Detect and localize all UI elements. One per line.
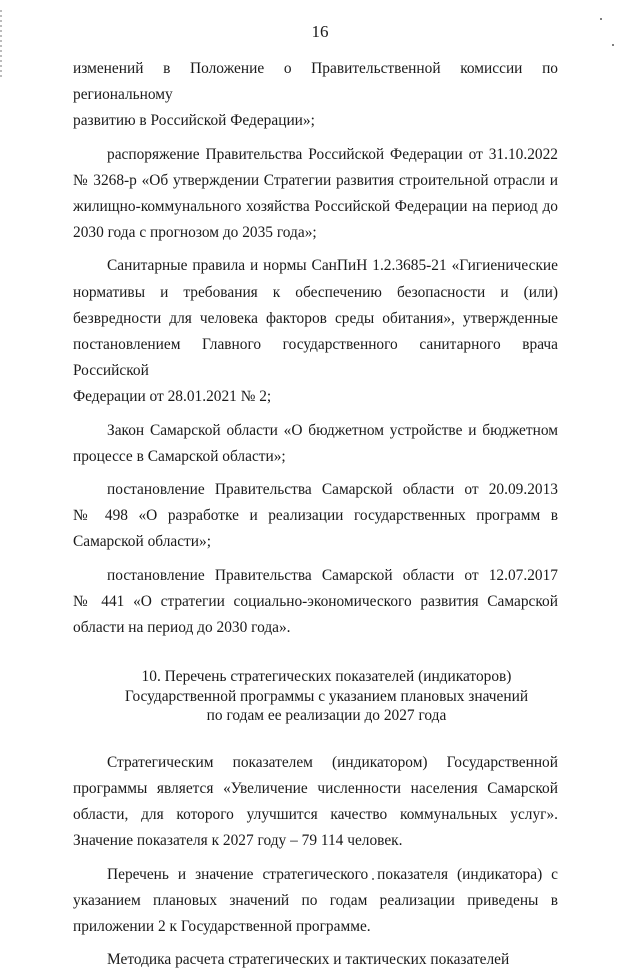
text-line: области, для которого улучшится качество коммунальных услуг». <box>73 806 558 824</box>
text-line: Стратегическим показателем (индикатором) Государственной <box>107 753 558 771</box>
section-heading-line: 10. Перечень стратегических показателей (индикаторов) <box>141 668 512 686</box>
section-heading-line: Государственной программы с указанием плановых значений <box>124 687 529 705</box>
text-line: 2030 года с прогнозом до 2035 года»; <box>73 224 317 242</box>
scan-edge-mark <box>0 10 2 80</box>
paragraph <box>73 563 558 642</box>
paragraph <box>73 947 558 973</box>
text-line: указанием плановых значений по годам реализации приведены в <box>73 891 558 909</box>
paragraph <box>73 862 558 941</box>
text-line: нормативы и требования к обеспечению безопасности и (или) <box>73 283 558 301</box>
text-line: № 498 «О разработке и реализации государственных программ в <box>73 507 558 525</box>
paragraph-group-before <box>73 56 558 641</box>
text-line: постановление Правительства Самарской области от 12.07.2017 <box>107 566 558 584</box>
paragraph-group-after <box>73 750 558 973</box>
paragraph <box>73 142 558 247</box>
paragraph <box>73 418 558 470</box>
section-heading-line: по годам ее реализации до 2027 года <box>206 707 447 725</box>
text-line: распоряжение Правительства Российской Федерации от 31.10.2022 <box>107 145 558 163</box>
text-line: программы является «Увеличение численности населения Самарской <box>73 779 558 797</box>
text-line: приложении 2 к Государственной программе. <box>73 917 371 935</box>
text-line: Федерации от 28.01.2021 № 2; <box>73 388 272 406</box>
text-line: жилищно-коммунального хозяйства Российской Федерации на период до <box>73 198 558 216</box>
text-line: изменений в Положение о Правительственной комиссии по региональному <box>73 60 558 104</box>
text-line: Санитарные правила и нормы СанПиН 1.2.3685-21 «Гигиенические <box>107 257 558 275</box>
paragraph <box>73 56 558 135</box>
text-line: безвредности для человека факторов среды обитания», утвержденные <box>73 309 558 327</box>
paragraph <box>73 253 558 410</box>
text-line: процессе в Самарской области»; <box>73 447 286 465</box>
text-line: Значение показателя к 2027 году – 79 114 человек. <box>73 832 403 850</box>
document-body <box>73 56 558 973</box>
page-number: 16 <box>311 22 329 41</box>
paragraph <box>73 477 558 556</box>
text-line: Методика расчета стратегических и тактических показателей <box>107 951 510 969</box>
text-line: Закон Самарской области «О бюджетном устройстве и бюджетном <box>107 421 558 439</box>
text-line: № 3268-р «Об утверждении Стратегии развития строительной отрасли и <box>73 171 558 189</box>
text-line: постановление Правительства Самарской области от 20.09.2013 <box>107 481 558 499</box>
text-line: № 441 «О стратегии социально-экономического развития Самарской <box>73 592 558 610</box>
text-line: Перечень и значение стратегического показателя (индикатора) с <box>107 865 558 883</box>
section-heading <box>73 667 558 726</box>
text-line: постановлением Главного государственного санитарного врача Российской <box>73 336 558 380</box>
paragraph <box>73 750 558 855</box>
scan-dot <box>612 44 614 46</box>
text-line: развитию в Российской Федерации»; <box>73 112 315 130</box>
text-line: Самарской области»; <box>73 533 211 551</box>
text-line: области на период до 2030 года». <box>73 619 291 637</box>
scan-dot <box>600 18 602 20</box>
